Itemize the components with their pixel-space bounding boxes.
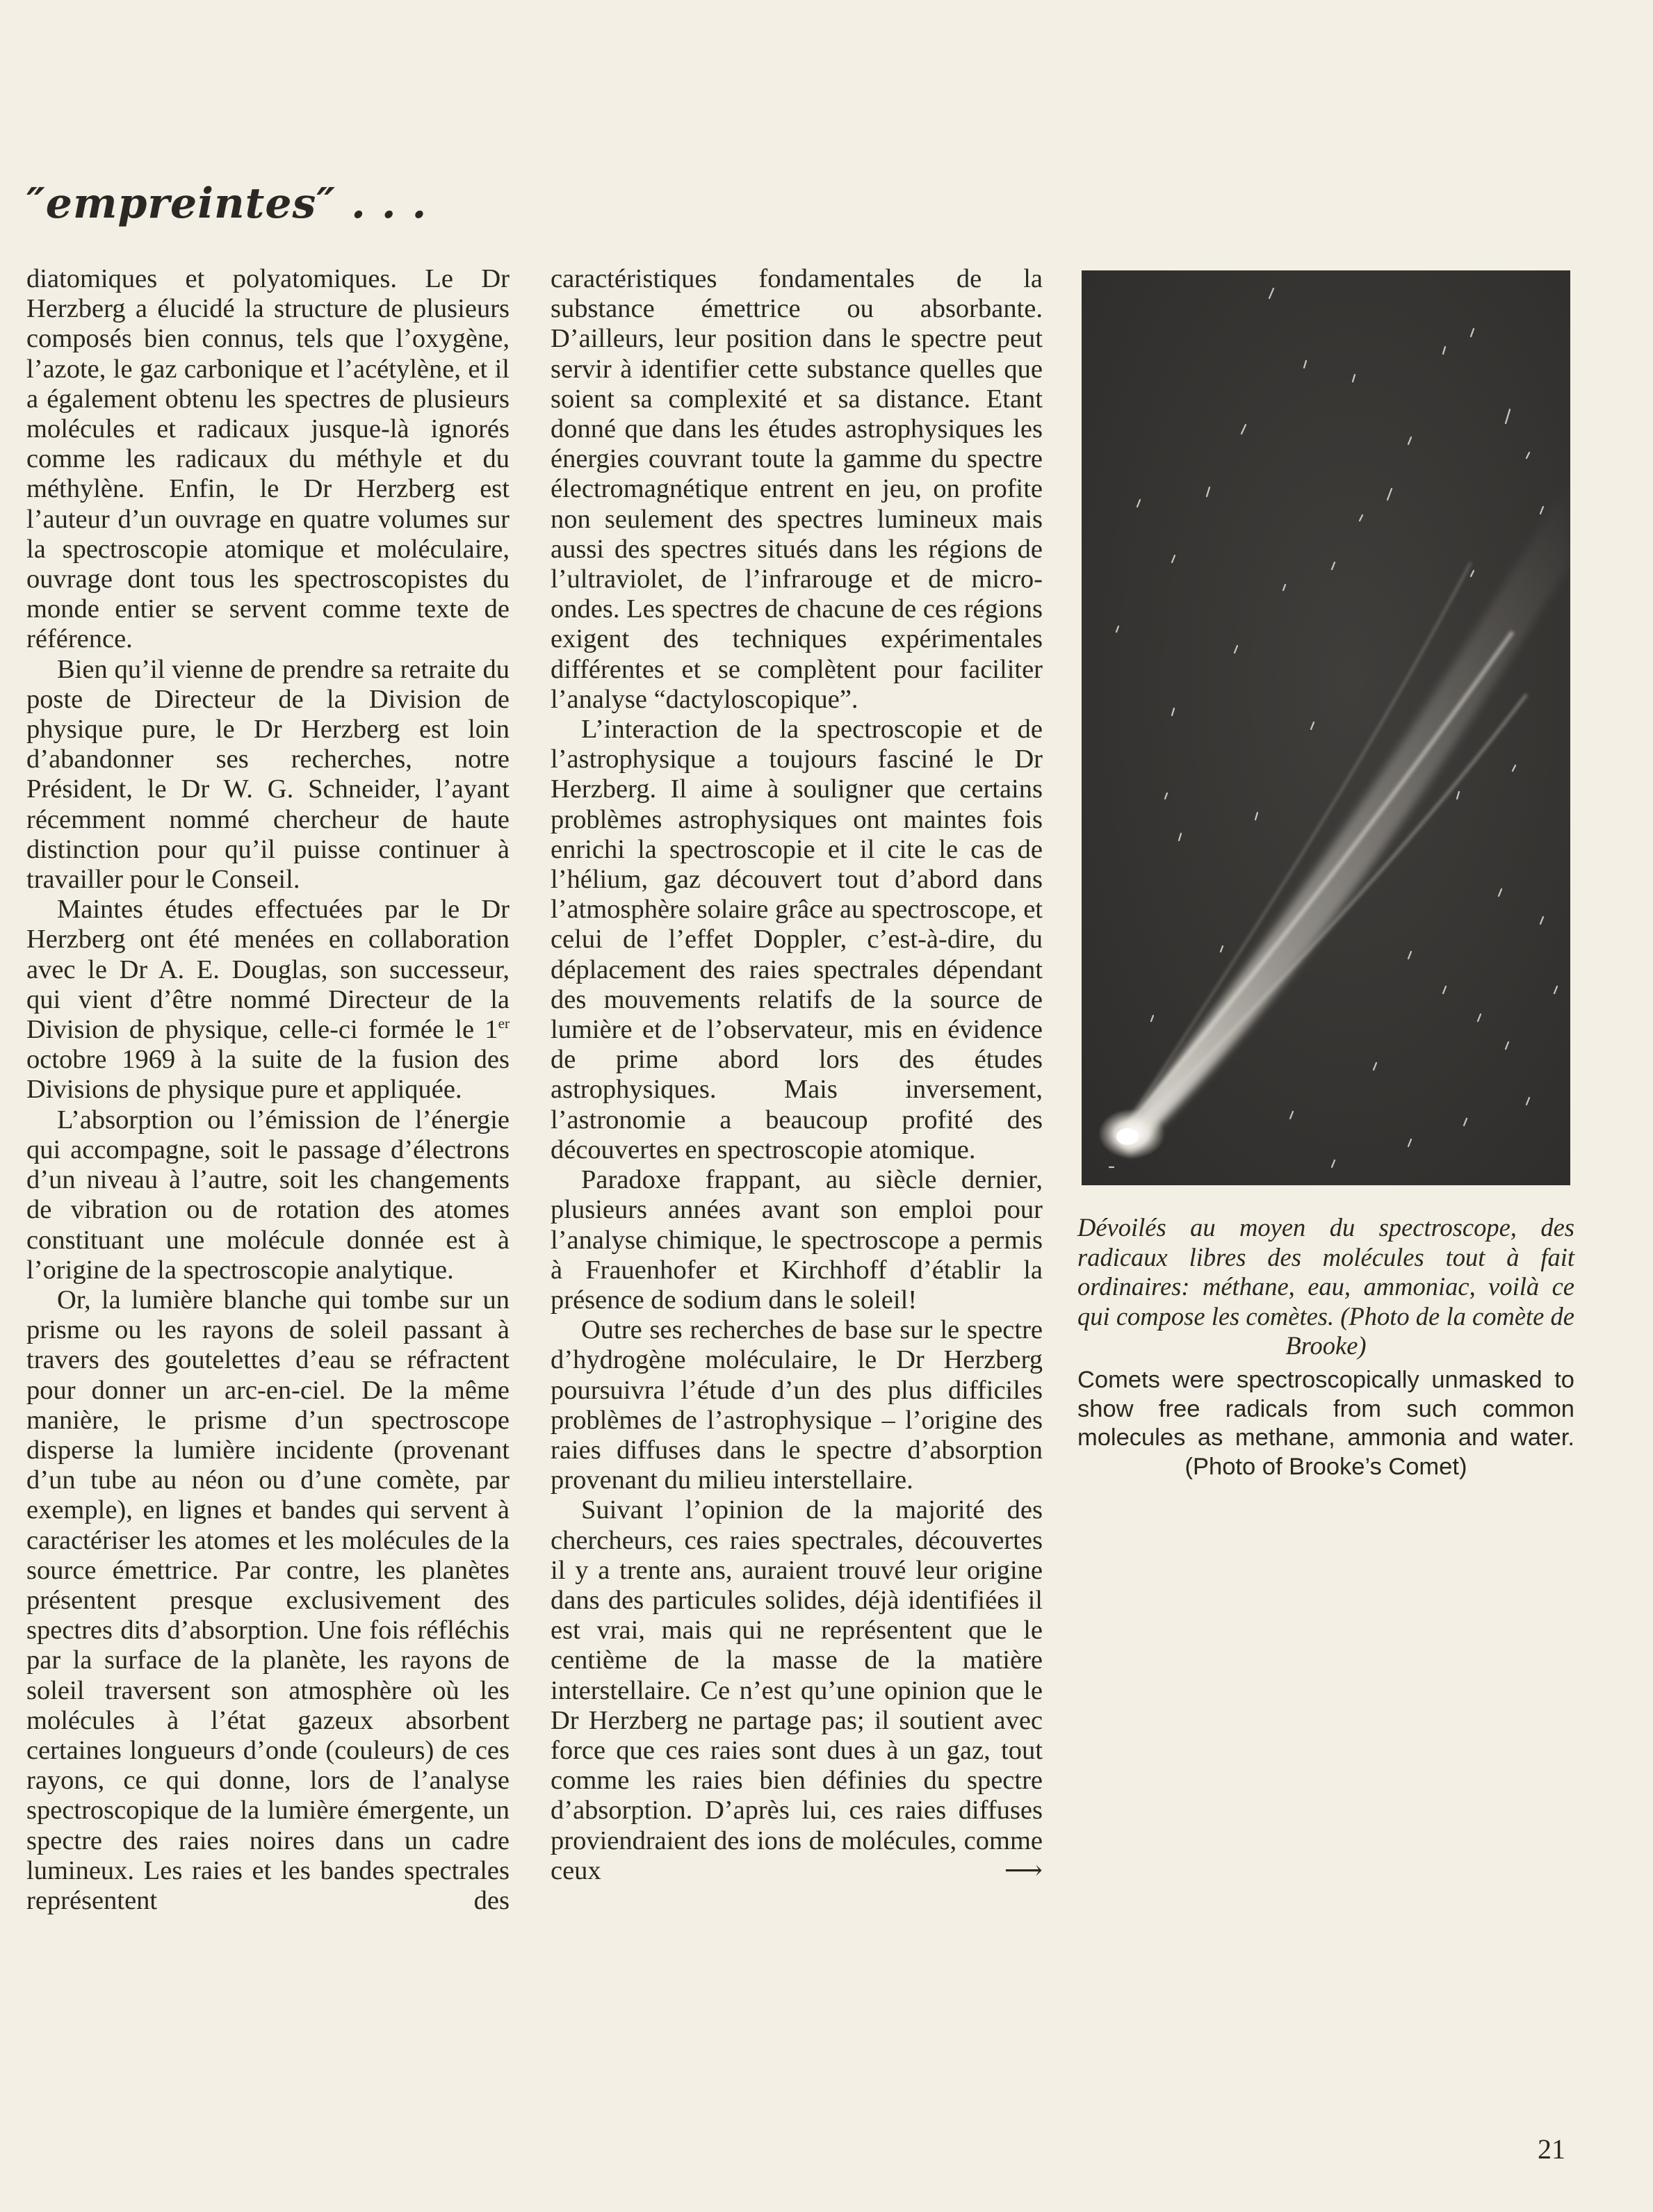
paragraph: diatomiques et polyatomiques. Le Dr Herzberg a élucidé la structure de plusieurs composés bien connus, tels que l’oxygène, l’azote, le gaz carbonique et l’acétylène, et il a également obtenu les spectres de plusieurs molécules et radicaux jusque-là ignorés comme les radicaux du méthyle et du méthylène. Enfin, le Dr Herzberg est l’auteur d’un ouvrage en quatre volumes sur la spectroscopie atomique et moléculaire, ouvrage dont tous les spectroscopistes du monde entier se servent comme texte de référence. (26, 264, 510, 654)
comet-image (1082, 270, 1570, 1185)
paragraph: L’interaction de la spectroscopie et de l’astrophysique a toujours fasciné le Dr Herzberg. Il aime à souligner que certains problèmes astrophysiques ont maintes fois enrichi la spectroscopie et il cite le cas de l’hélium, gaz découvert tout d’abord dans l’atmosphère solaire grâce au spectroscope, et celui de l’effet Doppler, c’est-à-dire, du déplacement des raies spectrales dépendant des mouvements relatifs de la source de lumière et de l’observateur, mis en évidence de prime abord lors des études astrophysiques. Mais inversement, l’astronomie a beaucoup profité des découvertes en spectroscopie atomique. (551, 715, 1043, 1164)
comet-photo (1082, 270, 1570, 1185)
paragraph: Outre ses recherches de base sur le spectre d’hydrogène moléculaire, le Dr Herzberg poursuivra l’étude d’un des plus difficiles problèmes de l’astrophysique – l’origine des raies diffuses dans le spectre d’absorption provenant du milieu interstellaire. (551, 1315, 1043, 1495)
photo-caption-french: Dévoilés au moyen du spectroscope, des radicaux libres des molécules tout à fait ordinaires: méthane, eau, ammoniac, voilà ce qui compose les comètes. (Photo de la comète de Brooke) (1077, 1213, 1574, 1360)
paragraph: caractéristiques fondamentales de la substance émettrice ou absorbante. D’ailleurs, leur position dans le spectre peut servir à identifier cette substance quelles que soient sa complexité et sa distance. Etant donné que dans les études astrophysiques les énergies couvrant toute la gamme du spectre électromagnétique entrent en jeu, on profite non seulement des spectres lumineux mais aussi des spectres situés dans les régions de l’ultraviolet, de l’infrarouge et de micro-ondes. Les spectres de chacune de ces régions exigent des techniques expérimentales différentes et se complètent pour faciliter l’analyse “dactyloscopique”. (551, 264, 1043, 714)
photo-caption-english: Comets were spectroscopically unmasked to show free radicals from such common molecules as methane, ammonia and water. (Photo of Brooke’s Comet) (1077, 1367, 1574, 1480)
paragraph: Or, la lumière blanche qui tombe sur un prisme ou les rayons de soleil passant à travers des goutelettes d’eau se réfractent pour donner un arc-en-ciel. De la même manière, le prisme d’un spectroscope disperse la lumière incidente (provenant d’un tube au néon ou d’une comète, par exemple), en lignes et bandes qui servent à caractériser les atomes et les molécules de la source émettrice. Par contre, les planètes présentent presque exclusivement des spectres dits d’absorption. Une fois réfléchis par la surface de la planète, les rayons de soleil traversent son atmosphère où les molécules à l’état gazeux absorbent certaines longueurs d’onde (couleurs) de ces rayons, ce qui donne, lors de l’analyse spectroscopique de la lumière émergente, un spectre des raies noires dans un cadre lumineux. Les raies et les bandes spectrales représentent des (26, 1285, 510, 1915)
text-column-1 (26, 264, 510, 1916)
paragraph: Bien qu’il vienne de prendre sa retraite du poste de Directeur de la Division de physique pure, le Dr Herzberg est loin d’abandonner ses recherches, notre Président, le Dr W. G. Schneider, l’ayant récemment nommé chercheur de haute distinction pour qu’il puisse continuer à travailler pour le Conseil. (26, 654, 510, 895)
paragraph: Paradoxe frappant, au siècle dernier, plusieurs années avant son emploi pour l’analyse chimique, le spectroscope a permis à Frauenhofer et Kirchhoff d’établir la présence de sodium dans le soleil! (551, 1165, 1043, 1315)
article-heading: ″empreintes″ . . . (26, 179, 427, 228)
paragraph-text: Maintes études effectuées par le Dr Herzberg ont été menées en collaboration avec le Dr A. E. Douglas, son successeur, qui vient d’être nommé Directeur de la Division de physique, celle-ci formée le 1 (26, 895, 510, 1045)
paragraph: Suivant l’opinion de la majorité des chercheurs, ces raies spectrales, découvertes il y a trente ans, auraient trouvé leur origine dans des particules solides, déjà identifiées il est vrai, mais qui ne représentent que le centième de la masse de la matière interstellaire. Ce n’est qu’une opinion que le Dr Herzberg ne partage pas; il soutient avec force que ces raies sont dues à un gaz, tout comme les raies bien définies du spectre d’absorption. D’après lui, ces raies diffuses proviendraient des ions de molécules, comme ceux ⟶ (551, 1495, 1043, 1885)
paragraph-text: octobre 1969 à la suite de la fusion des Divisions de physique pure et appliquée. (26, 1045, 510, 1105)
page-number: 21 (1538, 2133, 1565, 2165)
text-column-2 (551, 264, 1043, 1886)
paragraph (26, 895, 510, 1105)
superscript: er (498, 1015, 510, 1032)
paragraph: L’absorption ou l’émission de l’énergie qui accompagne, soit le passage d’électrons d’un niveau à l’autre, soit les changements de vibration ou de rotation des atomes constituant une molécule donnée est à l’origine de la spectroscopie analytique. (26, 1105, 510, 1285)
